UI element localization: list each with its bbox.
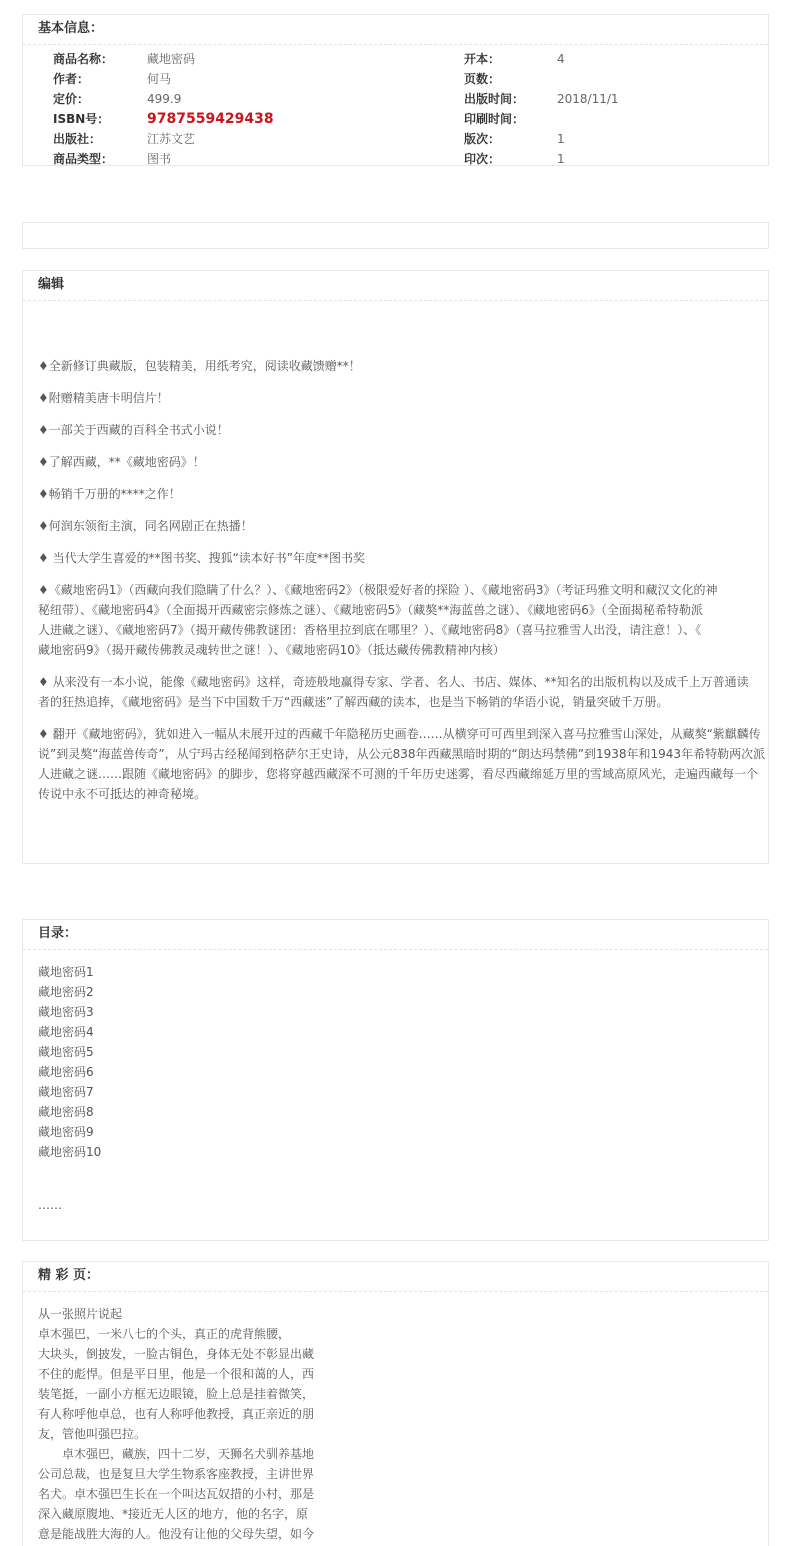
editor-paragraph bbox=[38, 452, 758, 472]
toc-item: 藏地密码4 bbox=[38, 1025, 94, 1039]
info-value: 江苏文艺 bbox=[147, 132, 196, 146]
editor-line: ♦ 从来没有一本小说，能像《藏地密码》这样，奇迹般地赢得专家、学者、名人、书店、媒体、**知名的出版机构以及成千上万普通读 bbox=[38, 675, 749, 689]
basic-info-title: 基本信息： bbox=[23, 15, 768, 45]
info-label: 出版社： bbox=[53, 132, 102, 146]
info-label: 作者： bbox=[53, 72, 90, 86]
excerpt-title: 精 彩 页： bbox=[23, 1262, 768, 1292]
info-row bbox=[23, 129, 768, 149]
editor-paragraph bbox=[38, 484, 758, 504]
excerpt-line: 友，管他叫强巴拉。 bbox=[38, 1427, 147, 1441]
excerpt-line: 意是能战胜大海的人。他没有让他的父母失望，如今 bbox=[38, 1527, 315, 1541]
toc-section bbox=[22, 919, 769, 1241]
editor-line: ♦ 当代大学生喜爱的**图书奖、搜狐“读本好书”年度**图书奖 bbox=[38, 551, 366, 565]
toc-item: 藏地密码10 bbox=[38, 1145, 102, 1159]
editor-paragraph bbox=[38, 724, 766, 804]
editor-line: ♦全新修订典藏版，包装精美，用纸考究，阅读收藏馈赠**！ bbox=[38, 359, 361, 373]
excerpt-line: 不住的彪悍。但是平日里，他是一个很和蔼的人，西 bbox=[38, 1367, 315, 1381]
excerpt-line: 深入藏原腹地、*接近无人区的地方，他的名字，原 bbox=[38, 1507, 309, 1521]
editor-paragraph bbox=[38, 388, 758, 408]
info-value: 何马 bbox=[147, 72, 172, 86]
info-label: 商品类型： bbox=[53, 152, 114, 166]
info-value: 2018/11/1 bbox=[557, 92, 619, 106]
info-value: 499.9 bbox=[147, 92, 182, 106]
editor-line: 人进藏之谜……跟随《藏地密码》的脚步，您将穿越西藏深不可测的千年历史迷雾，看尽西藏绵延万里的雪域高原风光，走遍西藏每一个 bbox=[38, 767, 759, 781]
toc-item: 藏地密码6 bbox=[38, 1065, 94, 1079]
excerpt-line: 卓木强巴，一米八七的个头，真正的虎背熊腰， bbox=[38, 1327, 291, 1341]
basic-info-section bbox=[22, 14, 769, 166]
info-label: 开本： bbox=[464, 52, 501, 66]
isbn-value: 9787559429438 bbox=[147, 111, 274, 127]
excerpt-line: 有人称呼他卓总，也有人称呼他教授，真正亲近的朋 bbox=[38, 1407, 315, 1421]
excerpt-line: 装笔挺，一副小方框无边眼镜，脸上总是挂着微笑， bbox=[38, 1387, 315, 1401]
excerpt-line: 卓木强巴，藏族，四十二岁，天狮名犬驯养基地 bbox=[38, 1447, 315, 1461]
editor-line: ♦何润东领衔主演，同名网剧正在热播！ bbox=[38, 519, 253, 533]
info-label: 页数： bbox=[464, 72, 501, 86]
toc-item: 藏地密码7 bbox=[38, 1085, 94, 1099]
info-row bbox=[23, 109, 768, 129]
editor-title: 编辑 bbox=[23, 271, 768, 301]
editor-paragraph bbox=[38, 580, 758, 660]
toc-item: 藏地密码8 bbox=[38, 1105, 94, 1119]
excerpt-line: 从一张照片说起 bbox=[38, 1307, 123, 1321]
editor-paragraph bbox=[38, 356, 758, 376]
editor-paragraph bbox=[38, 672, 758, 712]
info-row bbox=[23, 49, 768, 69]
info-value: 图书 bbox=[147, 152, 172, 166]
editor-line: ♦畅销千万册的****之作！ bbox=[38, 487, 181, 501]
info-value: 1 bbox=[557, 152, 565, 166]
toc-item: 藏地密码9 bbox=[38, 1125, 94, 1139]
editor-line: ♦《藏地密码1》（西藏向我们隐瞒了什么？）、《藏地密码2》（极限爱好者的探险 ）、《藏地密码3》（考证玛雅文明和藏汉文化的神 bbox=[38, 583, 718, 597]
toc-item: 藏地密码1 bbox=[38, 965, 94, 979]
excerpt-section bbox=[22, 1261, 769, 1546]
info-label: 商品名称： bbox=[53, 52, 114, 66]
editor-paragraph bbox=[38, 420, 758, 440]
info-value: 藏地密码 bbox=[147, 52, 196, 66]
toc-title: 目录： bbox=[23, 920, 768, 950]
editor-line: ♦ 翻开《藏地密码》，犹如进入一幅从未展开过的西藏千年隐秘历史画卷……从横穿可可西里到深入喜马拉雅雪山深处，从藏獒“紫麒麟传 bbox=[38, 727, 761, 741]
editor-paragraph bbox=[38, 548, 758, 568]
editor-paragraph bbox=[38, 516, 758, 536]
editor-line: 藏地密码9》（揭开藏传佛教灵魂转世之谜！）、《藏地密码10》（抵达藏传佛教精神内核） bbox=[38, 643, 505, 657]
editor-line: 秘纽带）、《藏地密码4》（全面揭开西藏密宗修炼之谜）、《藏地密码5》（藏獒**海蓝兽之谜）、《藏地密码6》（全面揭秘希特勒派 bbox=[38, 603, 703, 617]
info-label: 出版时间： bbox=[464, 92, 525, 106]
info-label: 版次： bbox=[464, 132, 501, 146]
excerpt-line: 名犬。卓木强巴生长在一个叫达瓦奴措的小村，那是 bbox=[38, 1487, 315, 1501]
excerpt-line: 公司总裁，也是复旦大学生物系客座教授，主讲世界 bbox=[38, 1467, 315, 1481]
info-value: 4 bbox=[557, 52, 565, 66]
info-label: 印次： bbox=[464, 152, 501, 166]
empty-section bbox=[22, 222, 769, 249]
editor-line: 说”到灵獒“海蓝兽传奇”，从宁玛古经秘闻到格萨尔王史诗，从公元838年西藏黑暗时期的“朗达玛禁佛”到1938年和1943年希特勒两次派 bbox=[38, 747, 766, 761]
editor-line: 传说中永不可抵达的神奇秘境。 bbox=[38, 787, 207, 801]
info-label: ISBN号： bbox=[53, 112, 110, 126]
editor-section bbox=[22, 270, 769, 864]
info-label: 定价： bbox=[53, 92, 90, 106]
info-value: 1 bbox=[557, 132, 565, 146]
info-row bbox=[23, 69, 768, 89]
editor-line: ♦一部关于西藏的百科全书式小说！ bbox=[38, 423, 229, 437]
toc-item: 藏地密码5 bbox=[38, 1045, 94, 1059]
editor-line: ♦附赠精美唐卡明信片！ bbox=[38, 391, 169, 405]
toc-item: 藏地密码3 bbox=[38, 1005, 94, 1019]
toc-ellipsis: …… bbox=[38, 1198, 62, 1212]
toc-item: 藏地密码2 bbox=[38, 985, 94, 999]
editor-line: ♦了解西藏，**《藏地密码》！ bbox=[38, 455, 205, 469]
info-row bbox=[23, 149, 768, 169]
info-row bbox=[23, 89, 768, 109]
info-label: 印刷时间： bbox=[464, 112, 525, 126]
editor-line: 者的狂热追捧，《藏地密码》是当下中国数千万“西藏迷”了解西藏的读本，也是当下畅销的华语小说，销量突破千万册。 bbox=[38, 695, 669, 709]
excerpt-line: 大块头，倒披发，一脸古铜色，身体无处不彰显出藏 bbox=[38, 1347, 315, 1361]
editor-line: 人进藏之谜）、《藏地密码7》（揭开藏传佛教谜团：香格里拉到底在哪里？）、《藏地密码8》（喜马拉雅雪人出没，请注意！）、《 bbox=[38, 623, 702, 637]
